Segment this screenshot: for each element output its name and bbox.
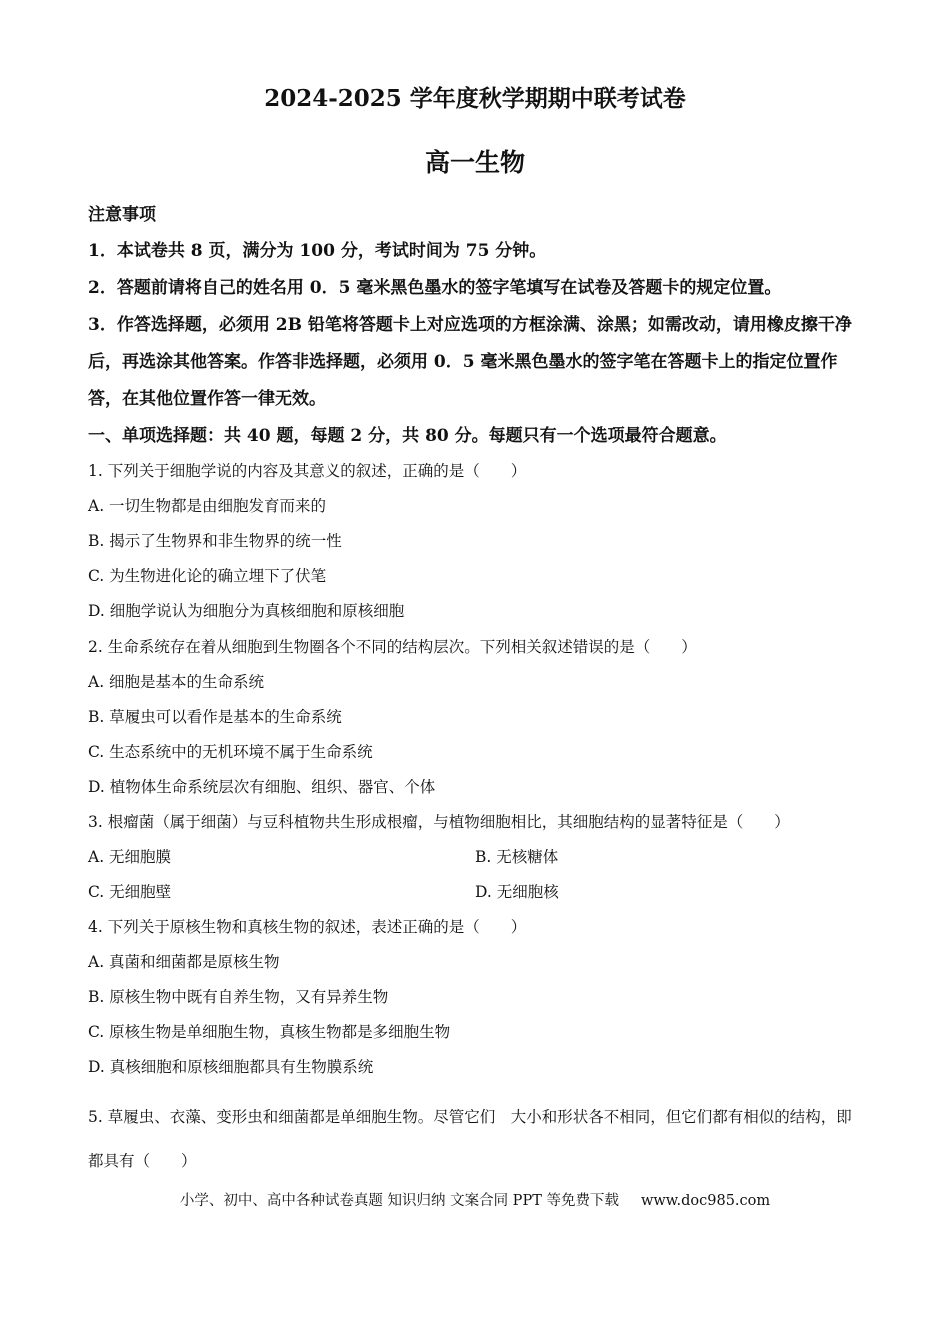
question-2-option-c: C. 生态系统中的无机环境不属于生命系统	[88, 743, 373, 761]
question-4-option-b: B. 原核生物中既有自养生物，又有异养生物	[88, 988, 389, 1006]
question-3-option-d: D. 无细胞核	[475, 883, 559, 901]
question-3-option-b: B. 无核糖体	[475, 848, 559, 866]
question-2-stem: 2. 生命系统存在着从细胞到生物圈各个不同的结构层次。下列相关叙述错误的是（ ）	[88, 638, 697, 656]
notice-item-3: 3．作答选择题，必须用 2B 铅笔将答题卡上对应选项的方框涂满、涂黑；如需改动，请用橡皮擦干净后，再选涂其他答案。作答非选择题，必须用 0．5 毫米黑色墨水的签字笔在答题卡上的指定位置作答，在其他位置作答一律无效。	[88, 315, 852, 409]
exam-subject: 高一生物	[424, 148, 525, 177]
question-2-option-a: A. 细胞是基本的生命系统	[88, 673, 265, 691]
question-2-option-b: B. 草履虫可以看作是基本的生命系统	[88, 708, 342, 726]
notice-item-2: 2．答题前请将自己的姓名用 0．5 毫米黑色墨水的签字笔填写在试卷及答题卡的规定位置。	[88, 278, 782, 298]
question-3-option-a: A. 无细胞膜	[88, 848, 172, 866]
section-heading: 一、单项选择题：共 40 题，每题 2 分，共 80 分。每题只有一个选项最符合题意。	[88, 426, 727, 446]
question-1-stem: 1. 下列关于细胞学说的内容及其意义的叙述，正确的是（ ）	[88, 462, 527, 480]
footer-text: 小学、初中、高中各种试卷真题 知识归纳 文案合同 PPT 等免费下载	[179, 1193, 619, 1209]
question-2-option-d: D. 植物体生命系统层次有细胞、组织、器官、个体	[88, 778, 436, 796]
question-1-option-c: C. 为生物进化论的确立埋下了伏笔	[88, 567, 327, 585]
question-1-option-b: B. 揭示了生物界和非生物界的统一性	[88, 532, 342, 550]
footer-url[interactable]: www.doc985.com	[640, 1193, 771, 1209]
question-5-stem: 5. 草履虫、衣藻、变形虫和细菌都是单细胞生物。尽管它们 大小和形状各不相同，但它们都有相似的结构，即都具有（ ）	[88, 1108, 852, 1170]
question-4-option-d: D. 真核细胞和原核细胞都具有生物膜系统	[88, 1058, 374, 1076]
notice-item-1: 1．本试卷共 8 页，满分为 100 分，考试时间为 75 分钟。	[88, 241, 547, 261]
question-4-stem: 4. 下列关于原核生物和真核生物的叙述，表述正确的是（ ）	[88, 918, 527, 936]
question-4-option-a: A. 真菌和细菌都是原核生物	[88, 953, 280, 971]
exam-title: 2024-2025 学年度秋学期期中联考试卷	[264, 85, 686, 112]
question-1-option-d: D. 细胞学说认为细胞分为真核细胞和原核细胞	[88, 602, 405, 620]
question-3-stem: 3. 根瘤菌（属于细菌）与豆科植物共生形成根瘤，与植物细胞相比，其细胞结构的显著特征是（ ）	[88, 813, 790, 831]
page-footer	[0, 1190, 950, 1212]
question-3-option-c: C. 无细胞壁	[88, 883, 172, 901]
question-1-option-a: A. 一切生物都是由细胞发育而来的	[88, 497, 327, 515]
question-4-option-c: C. 原核生物是单细胞生物，真核生物都是多细胞生物	[88, 1023, 451, 1041]
notice-heading: 注意事项	[88, 205, 156, 225]
